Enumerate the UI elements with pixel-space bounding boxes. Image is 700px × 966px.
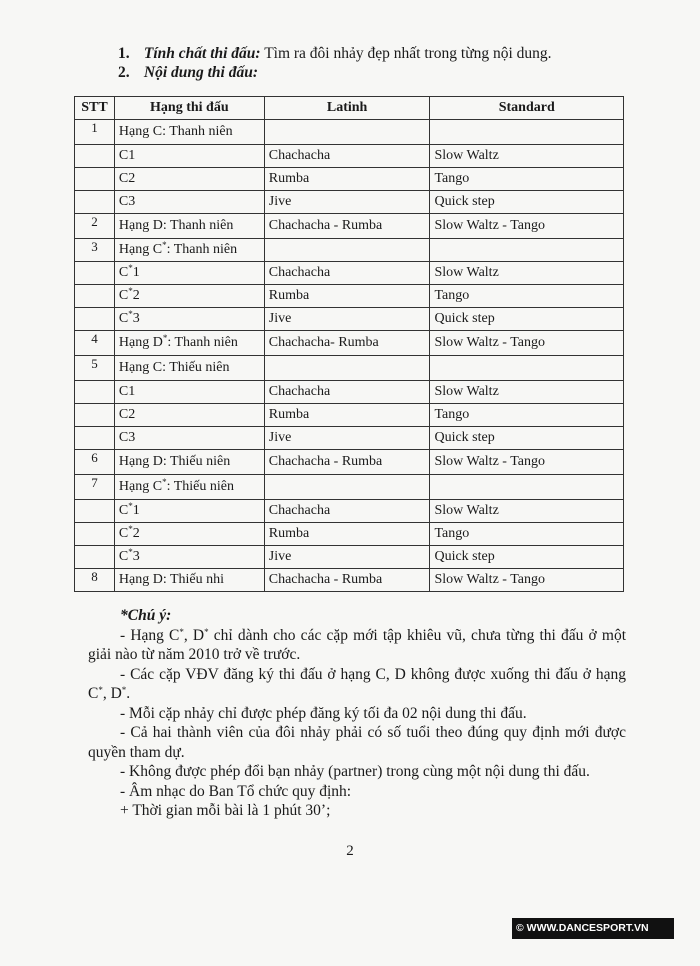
watermark-badge <box>512 918 674 939</box>
section-2-number: 2. <box>118 64 130 81</box>
cell-class: C2 <box>114 404 264 427</box>
cell-standard: Slow Waltz <box>430 145 624 168</box>
table-row <box>75 239 624 262</box>
cell-latin <box>264 356 430 381</box>
cell-class: Hạng C*: Thanh niên <box>114 239 264 262</box>
table-row <box>75 145 624 168</box>
note-item: - Hạng C*, D* chỉ dành cho các cặp mới tập khiêu vũ, chưa từng thi đấu ở một giải nào từ năm 2010 trở về trước. <box>88 626 626 663</box>
cell-class: Hạng C: Thiếu niên <box>114 356 264 381</box>
cell-latin: Chachacha- Rumba <box>264 331 430 356</box>
table-row <box>75 381 624 404</box>
note-item: - Cả hai thành viên của đôi nhảy phải có số tuổi theo đúng quy định mới được quyền tham dự. <box>88 724 626 761</box>
cell-standard: Quick step <box>430 308 624 331</box>
cell-class: Hạng C: Thanh niên <box>114 120 264 145</box>
table-header-row <box>75 97 624 120</box>
cell-standard: Slow Waltz - Tango <box>430 569 624 592</box>
cell-standard: Slow Waltz <box>430 500 624 523</box>
cell-stt <box>75 381 115 404</box>
competition-table <box>74 96 624 592</box>
cell-latin: Rumba <box>264 168 430 191</box>
cell-stt <box>75 285 115 308</box>
section-2-label: Nội dung thi đấu: <box>143 64 259 81</box>
section-2-heading <box>118 63 258 83</box>
cell-stt: 4 <box>75 331 115 356</box>
cell-class: Hạng D: Thiếu niên <box>114 450 264 475</box>
cell-stt: 1 <box>75 120 115 145</box>
cell-stt: 5 <box>75 356 115 381</box>
table-row <box>75 168 624 191</box>
cell-stt <box>75 308 115 331</box>
cell-stt: 2 <box>75 214 115 239</box>
cell-latin: Chachacha <box>264 500 430 523</box>
cell-stt <box>75 168 115 191</box>
cell-standard: Slow Waltz - Tango <box>430 331 624 356</box>
cell-stt <box>75 546 115 569</box>
notes-title: *Chú ý: <box>120 607 172 624</box>
header-standard: Standard <box>430 97 624 120</box>
cell-latin: Rumba <box>264 404 430 427</box>
table-row <box>75 262 624 285</box>
cell-standard: Quick step <box>430 427 624 450</box>
cell-standard: Quick step <box>430 546 624 569</box>
cell-stt: 8 <box>75 569 115 592</box>
table-row <box>75 500 624 523</box>
cell-latin: Chachacha - Rumba <box>264 569 430 592</box>
table-row <box>75 331 624 356</box>
table-row <box>75 120 624 145</box>
cell-class: Hạng D*: Thanh niên <box>114 331 264 356</box>
cell-latin <box>264 120 430 145</box>
cell-standard: Slow Waltz <box>430 381 624 404</box>
cell-class: C*1 <box>114 262 264 285</box>
cell-stt <box>75 500 115 523</box>
table-row <box>75 214 624 239</box>
section-1-label: Tính chất thi đấu: <box>143 45 261 62</box>
table-row <box>75 191 624 214</box>
table-row <box>75 546 624 569</box>
cell-standard <box>430 475 624 500</box>
cell-standard: Slow Waltz <box>430 262 624 285</box>
cell-latin: Chachacha - Rumba <box>264 450 430 475</box>
page-number: 2 <box>346 843 354 859</box>
cell-class: Hạng D: Thanh niên <box>114 214 264 239</box>
cell-stt: 7 <box>75 475 115 500</box>
cell-latin: Rumba <box>264 285 430 308</box>
note-item: - Mỗi cặp nhảy chỉ được phép đăng ký tối đa 02 nội dung thi đấu. <box>120 704 527 722</box>
cell-latin <box>264 475 430 500</box>
cell-stt: 6 <box>75 450 115 475</box>
table-row <box>75 450 624 475</box>
cell-stt <box>75 427 115 450</box>
cell-class: C1 <box>114 381 264 404</box>
cell-stt <box>75 145 115 168</box>
note-item: - Các cặp VĐV đăng ký thi đấu ở hạng C, D không được xuống thi đấu ở hạng C*, D*. <box>88 665 626 702</box>
table-row <box>75 308 624 331</box>
table-row <box>75 475 624 500</box>
cell-class: C*2 <box>114 523 264 546</box>
cell-standard: Tango <box>430 168 624 191</box>
cell-standard <box>430 356 624 381</box>
table-row <box>75 427 624 450</box>
cell-stt <box>75 262 115 285</box>
cell-stt <box>75 404 115 427</box>
table-row <box>75 523 624 546</box>
cell-class: C*1 <box>114 500 264 523</box>
cell-latin: Rumba <box>264 523 430 546</box>
header-stt: STT <box>75 97 115 120</box>
cell-class: C*3 <box>114 308 264 331</box>
cell-latin: Chachacha <box>264 145 430 168</box>
table-row <box>75 404 624 427</box>
cell-class: C*3 <box>114 546 264 569</box>
section-1-text: Tìm ra đôi nhảy đẹp nhất trong từng nội dung. <box>260 45 552 62</box>
note-item: - Âm nhạc do Ban Tổ chức quy định: <box>120 782 352 800</box>
note-item: - Không được phép đổi bạn nhảy (partner) trong cùng một nội dung thi đấu. <box>120 763 590 780</box>
cell-stt <box>75 523 115 546</box>
cell-standard: Tango <box>430 404 624 427</box>
cell-standard: Quick step <box>430 191 624 214</box>
notes-section <box>88 606 626 821</box>
table-row <box>75 285 624 308</box>
cell-class: C3 <box>114 191 264 214</box>
cell-class: C2 <box>114 168 264 191</box>
table-row <box>75 356 624 381</box>
notes-list <box>88 626 626 821</box>
cell-standard <box>430 120 624 145</box>
cell-latin: Jive <box>264 308 430 331</box>
header-class: Hạng thi đấu <box>114 97 264 120</box>
cell-standard <box>430 239 624 262</box>
cell-latin <box>264 239 430 262</box>
cell-latin: Jive <box>264 427 430 450</box>
cell-latin: Jive <box>264 546 430 569</box>
cell-latin: Chachacha - Rumba <box>264 214 430 239</box>
table-row <box>75 569 624 592</box>
cell-stt: 3 <box>75 239 115 262</box>
cell-class: Hạng C*: Thiếu niên <box>114 475 264 500</box>
cell-class: C*2 <box>114 285 264 308</box>
cell-class: C3 <box>114 427 264 450</box>
cell-class: Hạng D: Thiếu nhi <box>114 569 264 592</box>
watermark-text: © WWW.DANCESPORT.VN <box>516 922 649 934</box>
note-item: + Thời gian mỗi bài là 1 phút 30’; <box>120 802 331 819</box>
cell-latin: Jive <box>264 191 430 214</box>
section-1-heading <box>118 44 552 64</box>
cell-latin: Chachacha <box>264 381 430 404</box>
cell-standard: Slow Waltz - Tango <box>430 214 624 239</box>
cell-stt <box>75 191 115 214</box>
cell-latin: Chachacha <box>264 262 430 285</box>
section-1-number: 1. <box>118 45 130 62</box>
cell-standard: Tango <box>430 285 624 308</box>
cell-class: C1 <box>114 145 264 168</box>
header-latin: Latinh <box>264 97 430 120</box>
cell-standard: Tango <box>430 523 624 546</box>
table-body <box>75 120 624 592</box>
cell-standard: Slow Waltz - Tango <box>430 450 624 475</box>
